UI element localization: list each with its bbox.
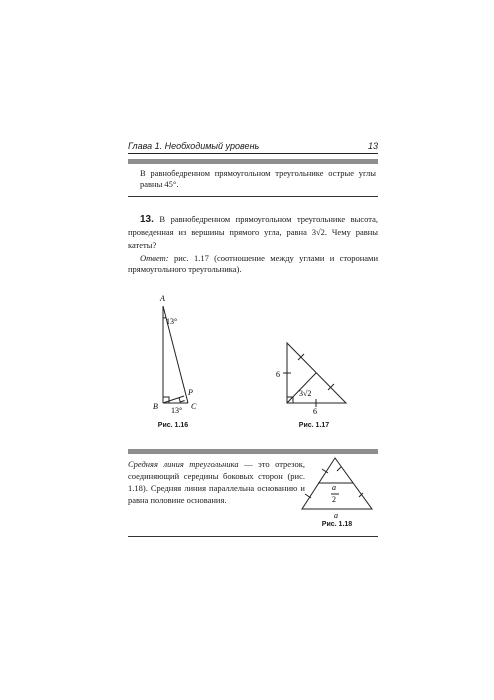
fig16-caption: Рис. 1.16 bbox=[157, 422, 189, 429]
fig17-bottom-side: 6 bbox=[313, 407, 317, 416]
figure-1-17 bbox=[283, 343, 346, 407]
fig16-label-b: B bbox=[153, 402, 158, 411]
fig17-altitude bbox=[287, 373, 316, 403]
fig16-angle-top: 13° bbox=[166, 317, 178, 326]
fig16-label-p: P bbox=[188, 388, 193, 397]
midline-definition bbox=[128, 458, 305, 506]
fig17-left-side: 6 bbox=[276, 370, 280, 379]
fig18-fraction-num: a bbox=[332, 483, 336, 492]
problem-statement-1: В равнобедренном прямоугольном треугольнике высота, проведенная из вершины прямого угла, равна bbox=[128, 214, 379, 237]
fig16-angle-bottom: 13° bbox=[171, 406, 183, 415]
fig18-fraction-den: 2 bbox=[332, 495, 336, 504]
midline-text: — это отрезок, соединяющий середины боковых сторон (рис. 1.18). Средняя линия параллельна основанию и равна половине основания. bbox=[128, 459, 305, 505]
problem-number: 13. bbox=[140, 214, 154, 225]
page-number: 13 bbox=[367, 141, 378, 151]
fig17-height-label: 3√2 bbox=[299, 389, 312, 398]
midline-box-bar bbox=[128, 449, 378, 454]
fig16-right-angle-p bbox=[179, 398, 185, 403]
fig18-tick-right-1 bbox=[337, 467, 341, 471]
answer-text: рис. 1.17 (соотношение между углами и сторонами прямоугольного треугольника). bbox=[128, 253, 378, 274]
top-box-text: В равнобедренном прямоугольном треугольнике острые углы равны 45°. bbox=[140, 168, 376, 189]
fig18-caption: Рис. 1.18 bbox=[321, 521, 353, 528]
problem-statement-2: . Чему равны катеты? bbox=[128, 227, 378, 250]
midline-term: Средняя линия треугольника bbox=[128, 459, 239, 469]
midline-box-rule bbox=[128, 536, 378, 537]
figure-1-18 bbox=[302, 458, 372, 509]
fig17-caption: Рис. 1.17 bbox=[298, 422, 330, 429]
answer-label: Ответ: bbox=[140, 253, 169, 263]
fig16-label-a: A bbox=[160, 294, 165, 303]
running-title: Глава 1. Необходимый уровень bbox=[128, 141, 260, 151]
problem-value: 3√2 bbox=[311, 227, 325, 237]
fig16-label-c: C bbox=[191, 402, 197, 411]
fig18-base-label: a bbox=[334, 511, 338, 520]
